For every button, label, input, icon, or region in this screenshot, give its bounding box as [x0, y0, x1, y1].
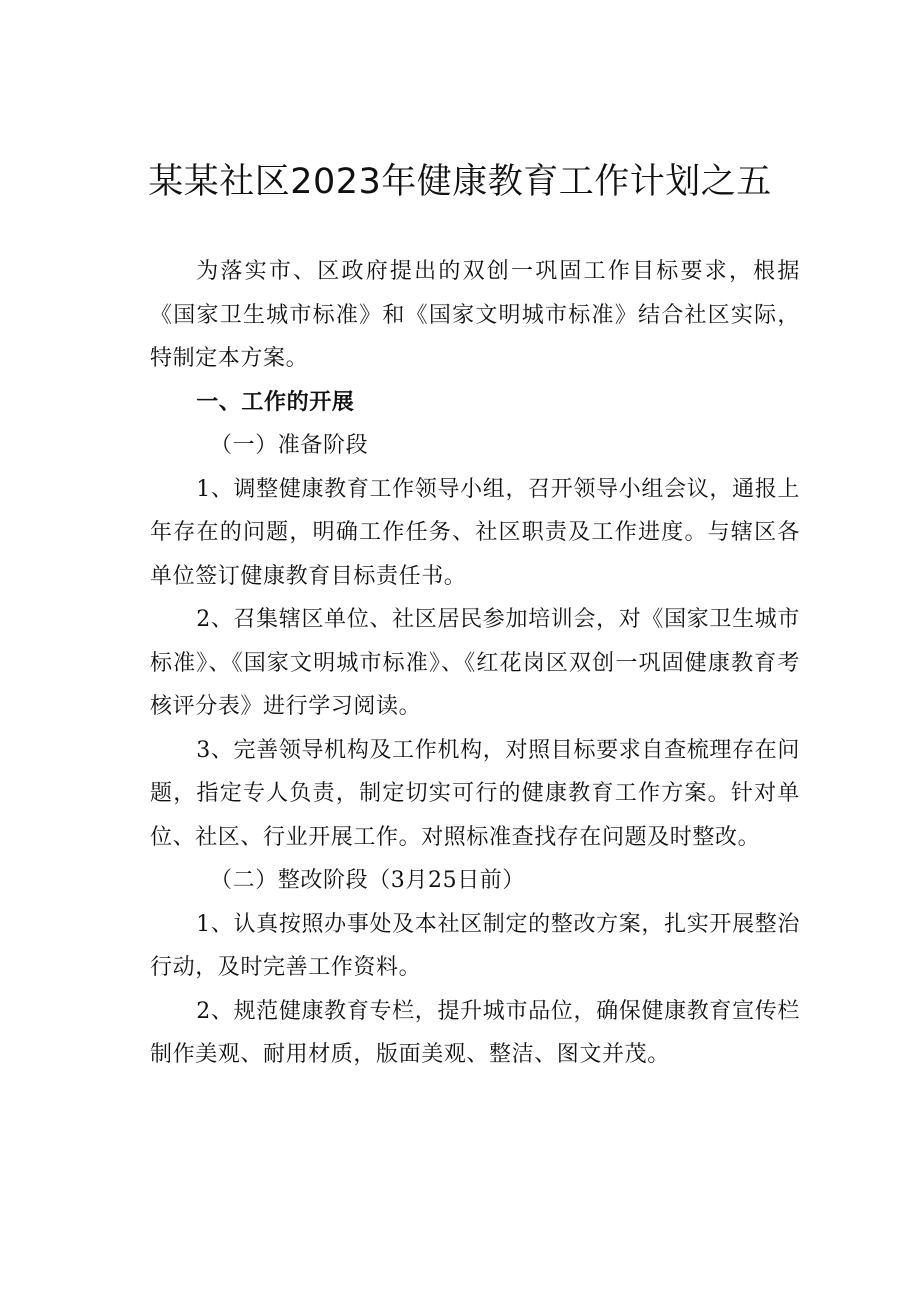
preparation-item-3: 3、完善领导机构及工作机构，对照目标要求自查梳理存在问题，指定专人负责，制定切实可行的健康教育工作方案。针对单位、社区、行业开展工作。对照标准查找存在问题及时整改。 [150, 737, 800, 850]
subsection-heading-rectification: （二）整改阶段（3月25日前） [210, 868, 525, 893]
section-heading-work-development: 一、工作的开展 [196, 389, 355, 415]
intro-paragraph: 为落实市、区政府提出的双创一巩固工作目标要求，根据《国家卫生城市标准》和《国家文明城市标准》结合社区实际，特制定本方案。 [150, 259, 800, 371]
rectification-item-2: 2、规范健康教育专栏，提升城市品位，确保健康教育宣传栏制作美观、耐用材质，版面美观、整洁、图文并茂。 [150, 998, 800, 1067]
preparation-item-1: 1、调整健康教育工作领导小组，召开领导小组会议，通报上年存在的问题，明确工作任务、社区职责及工作进度。与辖区各单位签订健康教育目标责任书。 [150, 476, 800, 589]
preparation-item-2: 2、召集辖区单位、社区居民参加培训会，对《国家卫生城市标准》、《国家文明城市标准》、《红花岗区双创一巩固健康教育考核评分表》进行学习阅读。 [150, 607, 800, 719]
subsection-heading-preparation: （一）准备阶段 [210, 433, 369, 458]
document-body [150, 250, 800, 1077]
rectification-item-1: 1、认真按照办事处及本社区制定的整改方案，扎实开展整治行动，及时完善工作资料。 [150, 911, 800, 980]
document-title: 某某社区2023年健康教育工作计划之五 [148, 162, 772, 202]
